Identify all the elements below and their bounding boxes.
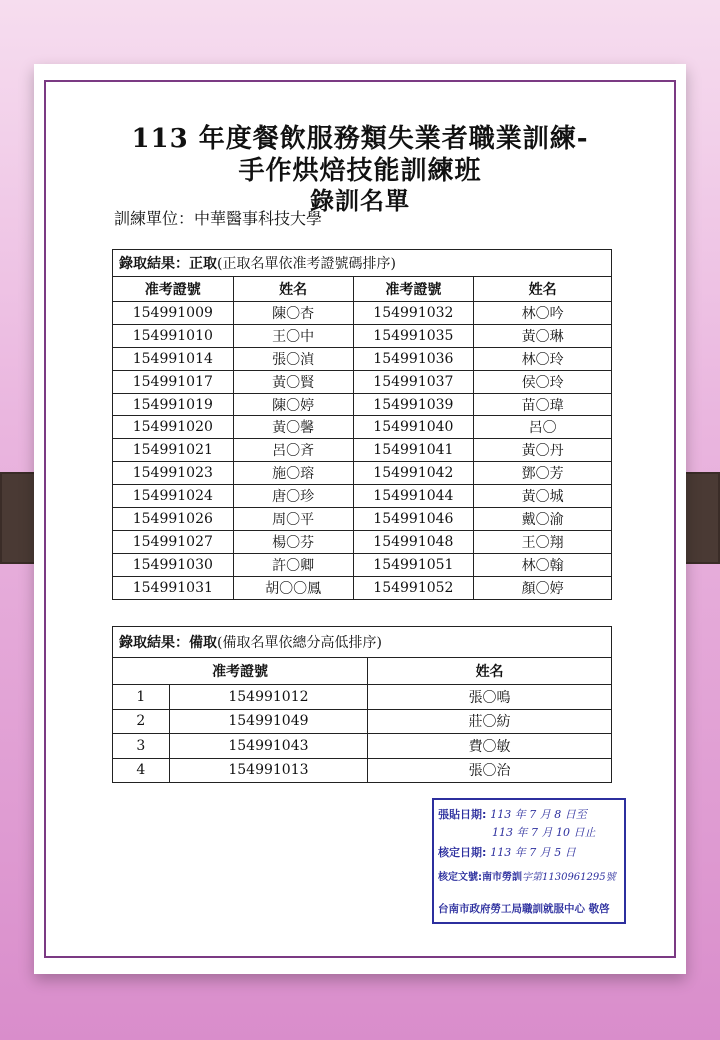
waitlist-table — [112, 626, 612, 783]
table-row — [113, 576, 612, 599]
cell-exam-no: 154991017 — [113, 370, 234, 393]
cell-name: 張〇湞 — [233, 347, 353, 370]
cell-exam-no: 154991026 — [113, 508, 234, 531]
table-row — [113, 416, 612, 439]
cell-name: 林〇吟 — [474, 302, 612, 325]
table-row — [113, 302, 612, 325]
cell-exam-no: 154991010 — [113, 324, 234, 347]
cell-exam-no: 154991044 — [353, 485, 474, 508]
cell-name: 黃〇琳 — [474, 324, 612, 347]
cell-exam-no: 154991039 — [353, 393, 474, 416]
stamp-post-line — [438, 806, 587, 822]
table-row — [113, 508, 612, 531]
cell-name: 侯〇玲 — [474, 370, 612, 393]
table-row — [113, 758, 612, 783]
cell-name: 張〇治 — [368, 758, 612, 783]
table-row — [113, 462, 612, 485]
header-exam-no-1: 准考證號 — [113, 277, 234, 302]
table-row — [113, 439, 612, 462]
admitted-caption — [113, 250, 612, 277]
cell-exam-no: 154991012 — [169, 685, 367, 710]
cell-name: 黃〇城 — [474, 485, 612, 508]
cell-exam-no: 154991040 — [353, 416, 474, 439]
waitlist-caption-note: (備取名單依總分高低排序) — [217, 635, 382, 651]
admitted-caption-note: (正取名單依准考證號碼排序) — [217, 256, 396, 272]
stamp-doc-no: 字第1130961295號 — [522, 872, 616, 883]
stamp-post-to: 113 年 7 月 10 日止 — [492, 826, 596, 839]
cell-exam-no: 154991020 — [113, 416, 234, 439]
cell-rank: 1 — [113, 685, 170, 710]
stamp-doc-line — [438, 868, 616, 883]
title-line-2: 手作烘焙技能訓練班 — [238, 156, 482, 186]
cell-exam-no: 154991027 — [113, 530, 234, 553]
cell-name: 王〇中 — [233, 324, 353, 347]
cell-rank: 2 — [113, 709, 170, 734]
cell-name: 唐〇珍 — [233, 485, 353, 508]
cell-name: 費〇敏 — [368, 734, 612, 759]
cell-name: 楊〇芬 — [233, 530, 353, 553]
cell-exam-no: 154991051 — [353, 553, 474, 576]
cell-exam-no: 154991021 — [113, 439, 234, 462]
cell-name: 苗〇瑋 — [474, 393, 612, 416]
cell-exam-no: 154991024 — [113, 485, 234, 508]
table-row — [113, 530, 612, 553]
cell-name: 顏〇婷 — [474, 576, 612, 599]
cell-name: 周〇平 — [233, 508, 353, 531]
cell-name: 王〇翔 — [474, 530, 612, 553]
cell-exam-no: 154991023 — [113, 462, 234, 485]
table-row — [113, 485, 612, 508]
cell-name: 戴〇渝 — [474, 508, 612, 531]
table-row — [113, 324, 612, 347]
cell-name: 黃〇馨 — [233, 416, 353, 439]
training-unit: 訓練單位：中華醫事科技大學 — [114, 209, 323, 228]
cell-exam-no: 154991035 — [353, 324, 474, 347]
stamp-post-to-line — [492, 824, 595, 840]
stamp-approve-label: 核定日期: — [438, 846, 487, 859]
cell-exam-no: 154991036 — [353, 347, 474, 370]
stamp-post-label: 張貼日期: — [438, 808, 487, 821]
admitted-caption-bold: 錄取結果：正取 — [119, 256, 217, 272]
cell-exam-no: 154991009 — [113, 302, 234, 325]
table-row — [113, 347, 612, 370]
cell-name: 黃〇丹 — [474, 439, 612, 462]
cell-exam-no: 154991042 — [353, 462, 474, 485]
table-row — [113, 709, 612, 734]
cell-rank: 4 — [113, 758, 170, 783]
cell-exam-no: 154991041 — [353, 439, 474, 462]
cell-name: 呂〇 — [474, 416, 612, 439]
cell-exam-no: 154991037 — [353, 370, 474, 393]
waitlist-caption — [113, 627, 612, 658]
cell-exam-no: 154991031 — [113, 576, 234, 599]
table-row — [113, 685, 612, 710]
cell-name: 陳〇婷 — [233, 393, 353, 416]
stamp-post-from: 113 年 7 月 8 日至 — [490, 808, 587, 821]
cell-exam-no: 154991043 — [169, 734, 367, 759]
cell-exam-no: 154991014 — [113, 347, 234, 370]
table-row — [113, 553, 612, 576]
stamp-footer: 台南市政府勞工局職訓就服中心 敬啓 — [438, 903, 610, 915]
official-stamp — [432, 798, 626, 924]
table-row — [113, 393, 612, 416]
cell-name: 呂〇斉 — [233, 439, 353, 462]
stamp-doc-label: 核定文號:南市勞訓 — [438, 872, 522, 883]
header-exam-no-2: 准考證號 — [353, 277, 474, 302]
cell-name: 許〇卿 — [233, 553, 353, 576]
stamp-approve-date: 113 年 7 月 5 日 — [490, 846, 576, 859]
cell-rank: 3 — [113, 734, 170, 759]
cell-exam-no: 154991048 — [353, 530, 474, 553]
table-row — [113, 734, 612, 759]
cell-name: 胡〇〇鳳 — [233, 576, 353, 599]
title-line-3: 錄訓名單 — [310, 186, 410, 215]
cell-name: 黃〇賢 — [233, 370, 353, 393]
cell-exam-no: 154991019 — [113, 393, 234, 416]
cell-exam-no: 154991049 — [169, 709, 367, 734]
cell-exam-no: 154991046 — [353, 508, 474, 531]
cell-name: 張〇鳴 — [368, 685, 612, 710]
admitted-table — [112, 249, 612, 600]
header-name-2: 姓名 — [474, 277, 612, 302]
title-line-1: 113 年度餐飲服務類失業者職業訓練- — [131, 124, 589, 154]
cell-exam-no: 154991052 — [353, 576, 474, 599]
stamp-approve-line — [438, 844, 576, 860]
cell-name: 施〇瑢 — [233, 462, 353, 485]
header-name: 姓名 — [368, 658, 612, 685]
cell-name: 莊〇紡 — [368, 709, 612, 734]
cell-exam-no: 154991032 — [353, 302, 474, 325]
header-name-1: 姓名 — [233, 277, 353, 302]
header-exam-no: 准考證號 — [113, 658, 368, 685]
cell-name: 陳〇杏 — [233, 302, 353, 325]
cell-exam-no: 154991030 — [113, 553, 234, 576]
cell-name: 林〇玲 — [474, 347, 612, 370]
cell-name: 林〇翰 — [474, 553, 612, 576]
cell-name: 鄧〇芳 — [474, 462, 612, 485]
cell-exam-no: 154991013 — [169, 758, 367, 783]
waitlist-caption-bold: 錄取結果：備取 — [119, 635, 217, 651]
table-row — [113, 370, 612, 393]
